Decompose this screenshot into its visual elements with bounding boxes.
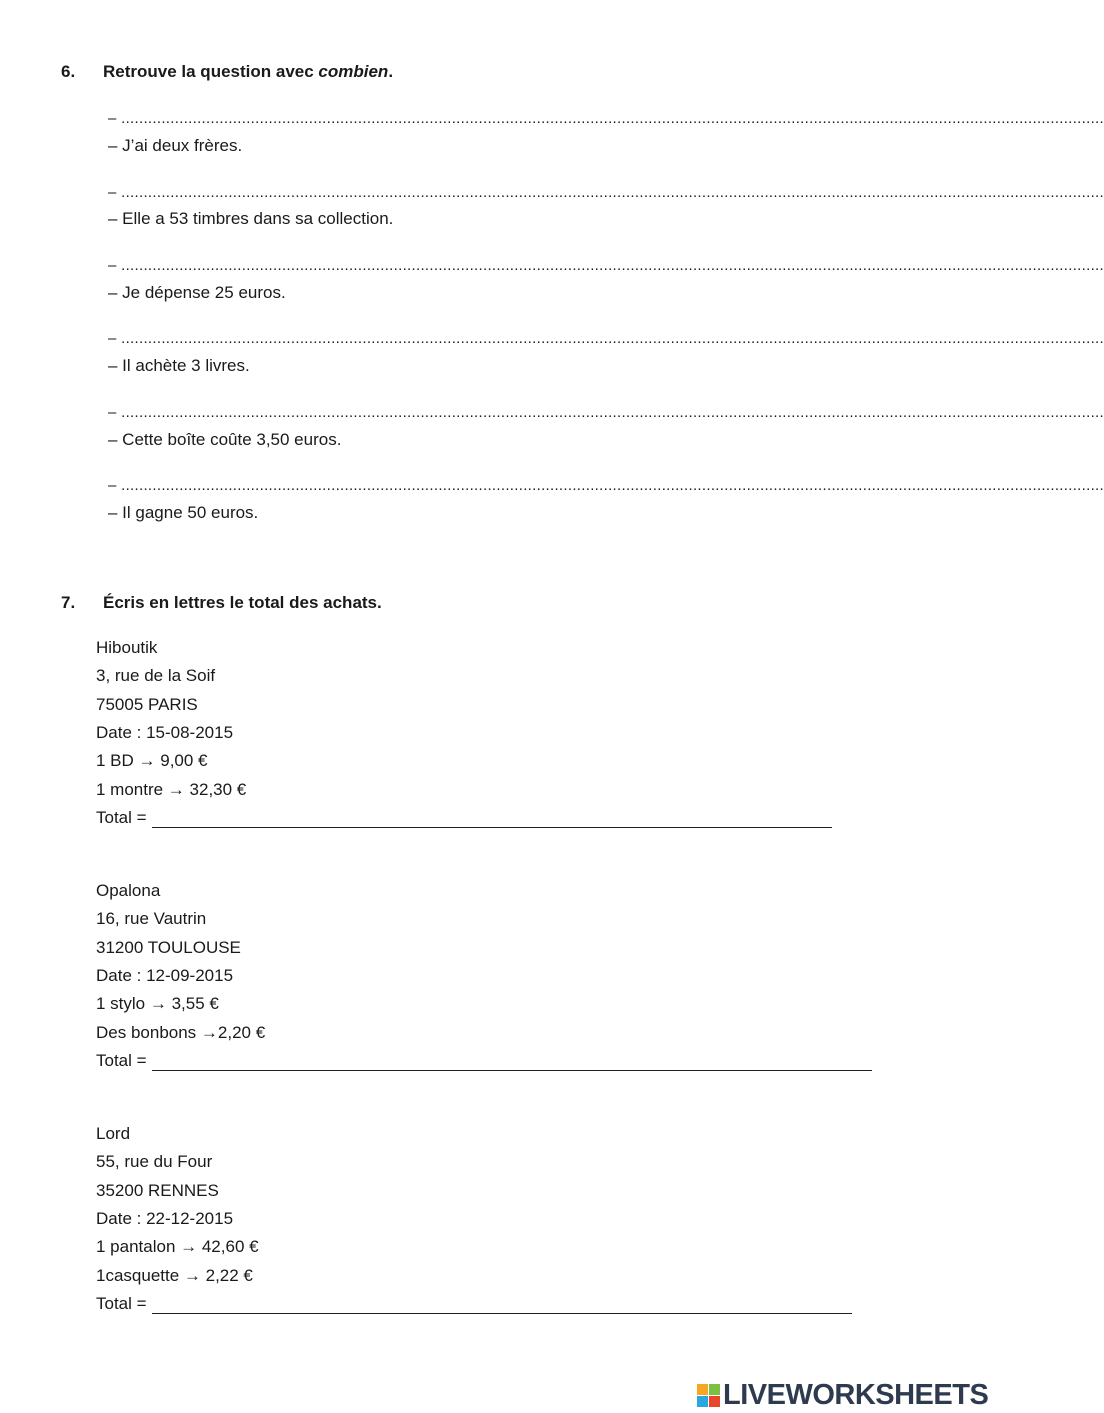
question-blank[interactable]: – ............................................................................................................................................................................................................................	[108, 330, 1104, 347]
question-blank[interactable]: – ............................................................................................................................................................................................................................	[108, 477, 1104, 494]
total-answer-blank[interactable]	[152, 1295, 852, 1314]
total-answer-blank[interactable]	[152, 1052, 872, 1071]
exercise-6-number: 6.	[61, 62, 76, 81]
total-label: Total =	[96, 807, 147, 827]
blank-prefix: –	[108, 184, 122, 201]
total-label: Total =	[96, 1293, 147, 1313]
exercise-7-number: 7.	[61, 593, 76, 612]
blank-prefix: –	[108, 110, 122, 127]
receipt-total	[96, 1294, 852, 1314]
receipt-date: Date : 15-08-2015	[96, 722, 234, 742]
receipt-item2: 1casquette → 2,22 €	[96, 1265, 253, 1285]
logo-mark-icon	[697, 1384, 720, 1407]
answer-sentence: – J’ai deux frères.	[108, 136, 243, 155]
receipt-city: 31200 TOULOUSE	[96, 937, 241, 957]
receipt-store: Lord	[96, 1124, 131, 1143]
exercise-7-heading	[0, 593, 1000, 615]
logo-text: LIVEWORKSHEETS	[723, 1379, 989, 1411]
question-blank[interactable]: – ............................................................................................................................................................................................................................	[108, 110, 1104, 127]
exercise-6-title: Retrouve la question avec combien.	[103, 62, 394, 81]
answer-sentence: – Je dépense 25 euros.	[108, 283, 286, 302]
receipt-street: 55, rue du Four	[96, 1152, 213, 1172]
receipt-date: Date : 12-09-2015	[96, 965, 234, 985]
receipt-city: 35200 RENNES	[96, 1180, 219, 1200]
answer-sentence: – Il achète 3 livres.	[108, 356, 250, 375]
exercise-7-title: Écris en lettres le total des achats.	[103, 593, 382, 612]
receipt-store: Hiboutik	[96, 638, 158, 657]
receipt-item2: Des bonbons →2,20 €	[96, 1022, 266, 1042]
liveworksheets-logo	[697, 1379, 988, 1412]
receipt-total	[96, 808, 832, 828]
answer-sentence: – Cette boîte coûte 3,50 euros.	[108, 430, 342, 449]
exercise-6-heading	[0, 62, 1000, 84]
receipt-date: Date : 22-12-2015	[96, 1208, 234, 1228]
receipt-total	[96, 1051, 872, 1071]
total-answer-blank[interactable]	[152, 809, 832, 828]
blank-prefix: –	[108, 404, 122, 421]
receipt-city: 75005 PARIS	[96, 694, 198, 714]
blank-prefix: –	[108, 257, 122, 274]
answer-sentence: – Il gagne 50 euros.	[108, 503, 259, 522]
emphasis-word: combien	[318, 62, 389, 81]
receipt-street: 3, rue de la Soif	[96, 666, 216, 686]
question-blank[interactable]: – ............................................................................................................................................................................................................................	[108, 257, 1104, 274]
blank-prefix: –	[108, 477, 122, 494]
receipt-street: 16, rue Vautrin	[96, 909, 207, 929]
blank-prefix: –	[108, 330, 122, 347]
question-blank[interactable]: – ............................................................................................................................................................................................................................	[108, 404, 1104, 421]
receipt-item1: 1 stylo → 3,55 €	[96, 994, 219, 1014]
receipt-item2: 1 montre → 32,30 €	[96, 779, 247, 799]
receipt-item1: 1 pantalon → 42,60 €	[96, 1237, 259, 1257]
answer-sentence: – Elle a 53 timbres dans sa collection.	[108, 209, 394, 228]
question-blank[interactable]: – ............................................................................................................................................................................................................................	[108, 184, 1104, 201]
total-label: Total =	[96, 1050, 147, 1070]
receipt-item1: 1 BD → 9,00 €	[96, 751, 208, 771]
receipt-store: Opalona	[96, 881, 161, 900]
